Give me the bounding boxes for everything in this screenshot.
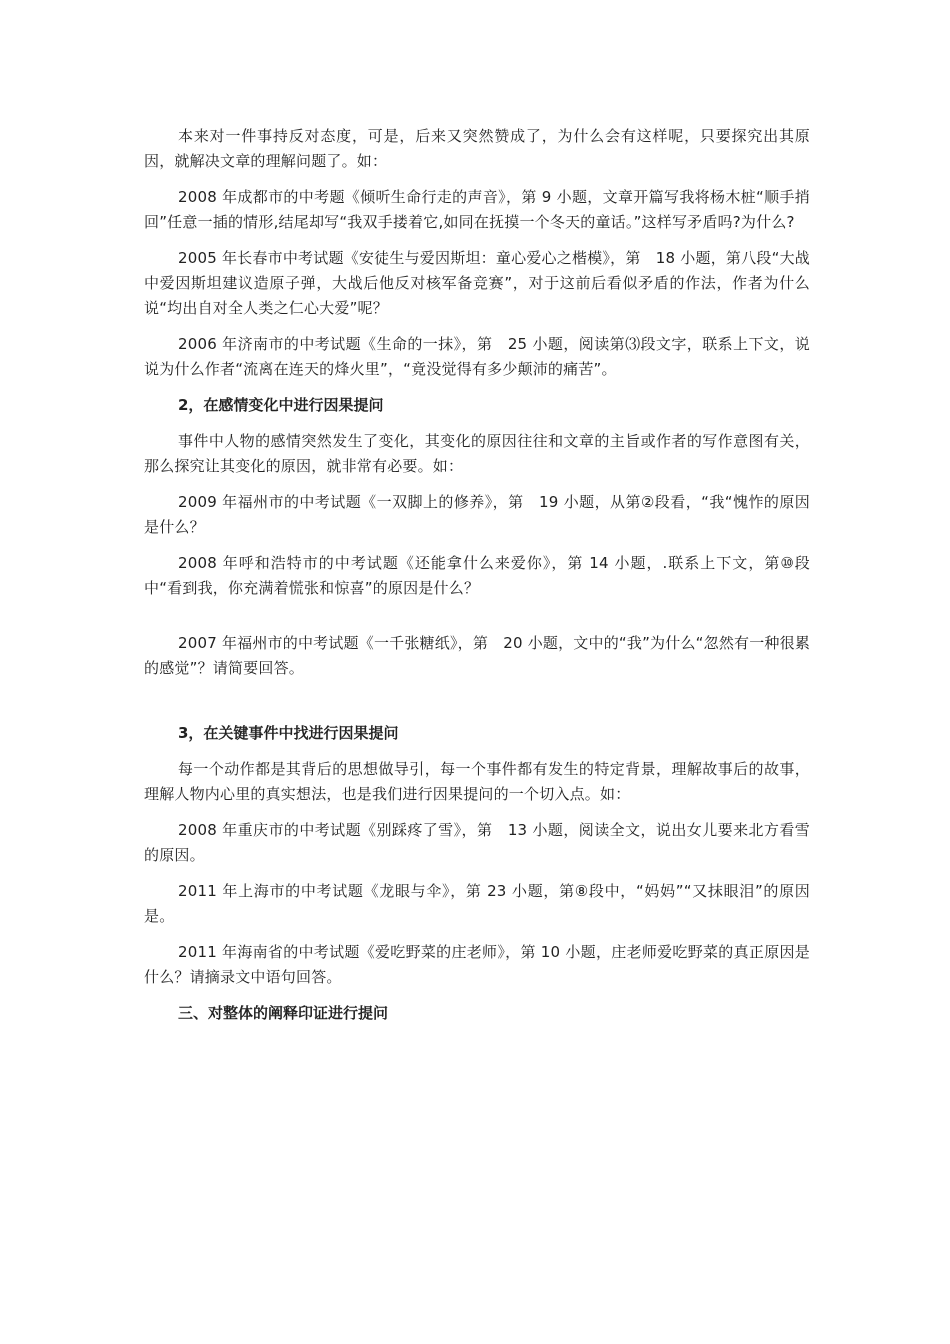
paragraph-emotion-intro: 事件中人物的感情突然发生了变化，其变化的原因往往和文章的主旨或作者的写作意图有关，那么探究让其变化的原因，就非常有必要。如：	[144, 432, 810, 475]
paragraph-example-shanghai: 2011 年上海市的中考试题《龙眼与伞》，第 23 小题，第⑧段中，“妈妈”“又抹眼泪”的原因是。	[144, 882, 810, 925]
paragraph-example-chengdu: 2008 年成都市的中考题《倾听生命行走的声音》，第 9 小题，文章开篇写我将杨木桩“顺手捎回”任意一插的情形,结尾却写“我双手搂着它,如同在抚摸一个冬天的童话。”这样写矛盾吗?为什么?	[144, 188, 810, 231]
document-page	[144, 124, 810, 1037]
paragraph-example-fuzhou-2009: 2009 年福州市的中考试题《一双脚上的修养》，第 19 小题，从第②段看，“我“愧怍的原因是什么？	[144, 493, 810, 536]
paragraph-intro: 本来对一件事持反对态度，可是，后来又突然赞成了，为什么会有这样呢，只要探究出其原因，就解决文章的理解问题了。如：	[144, 127, 810, 170]
paragraph-example-fuzhou-2007: 2007 年福州市的中考试题《一千张糖纸》，第 20 小题，文中的“我”为什么“忽然有一种很累的感觉”？请简要回答。	[144, 634, 811, 677]
paragraph-example-jinan: 2006 年济南市的中考试题《生命的一抹》，第 25 小题，阅读第⑶段文字，联系上下文，说说为什么作者“流离在连天的烽火里”，“竟没觉得有多少颠沛的痛苦”。	[144, 335, 810, 378]
section-heading-key-event: 3，在关键事件中找进行因果提问	[178, 724, 399, 742]
section-heading-overall-interpretation: 三、对整体的阐释印证进行提问	[178, 1004, 389, 1022]
paragraph-example-hainan: 2011 年海南省的中考试题《爱吃野菜的庄老师》，第 10 小题，庄老师爱吃野菜的真正原因是什么？请摘录文中语句回答。	[144, 943, 810, 986]
paragraph-example-hohhot: 2008 年呼和浩特市的中考试题《还能拿什么来爱你》，第 14 小题，.联系上下文，第⑩段中“看到我，你充满着慌张和惊喜”的原因是什么？	[144, 554, 810, 597]
section-heading-emotion-change: 2，在感情变化中进行因果提问	[178, 396, 384, 414]
paragraph-example-changchun: 2005 年长春市中考试题《安徒生与爱因斯坦：童心爱心之楷模》，第 18 小题，第八段“大战中爱因斯坦建议造原子弹，大战后他反对核军备竞赛”，对于这前后看似矛盾的作法，作者为什么说“均出自对全人类之仁心大爱”呢？	[144, 249, 810, 317]
paragraph-key-event-intro: 每一个动作都是其背后的思想做导引，每一个事件都有发生的特定背景，理解故事后的故事，理解人物内心里的真实想法，也是我们进行因果提问的一个切入点。如：	[144, 760, 810, 803]
paragraph-example-chongqing: 2008 年重庆市的中考试题《别踩疼了雪》，第 13 小题，阅读全文，说出女儿要来北方看雪的原因。	[144, 821, 810, 864]
